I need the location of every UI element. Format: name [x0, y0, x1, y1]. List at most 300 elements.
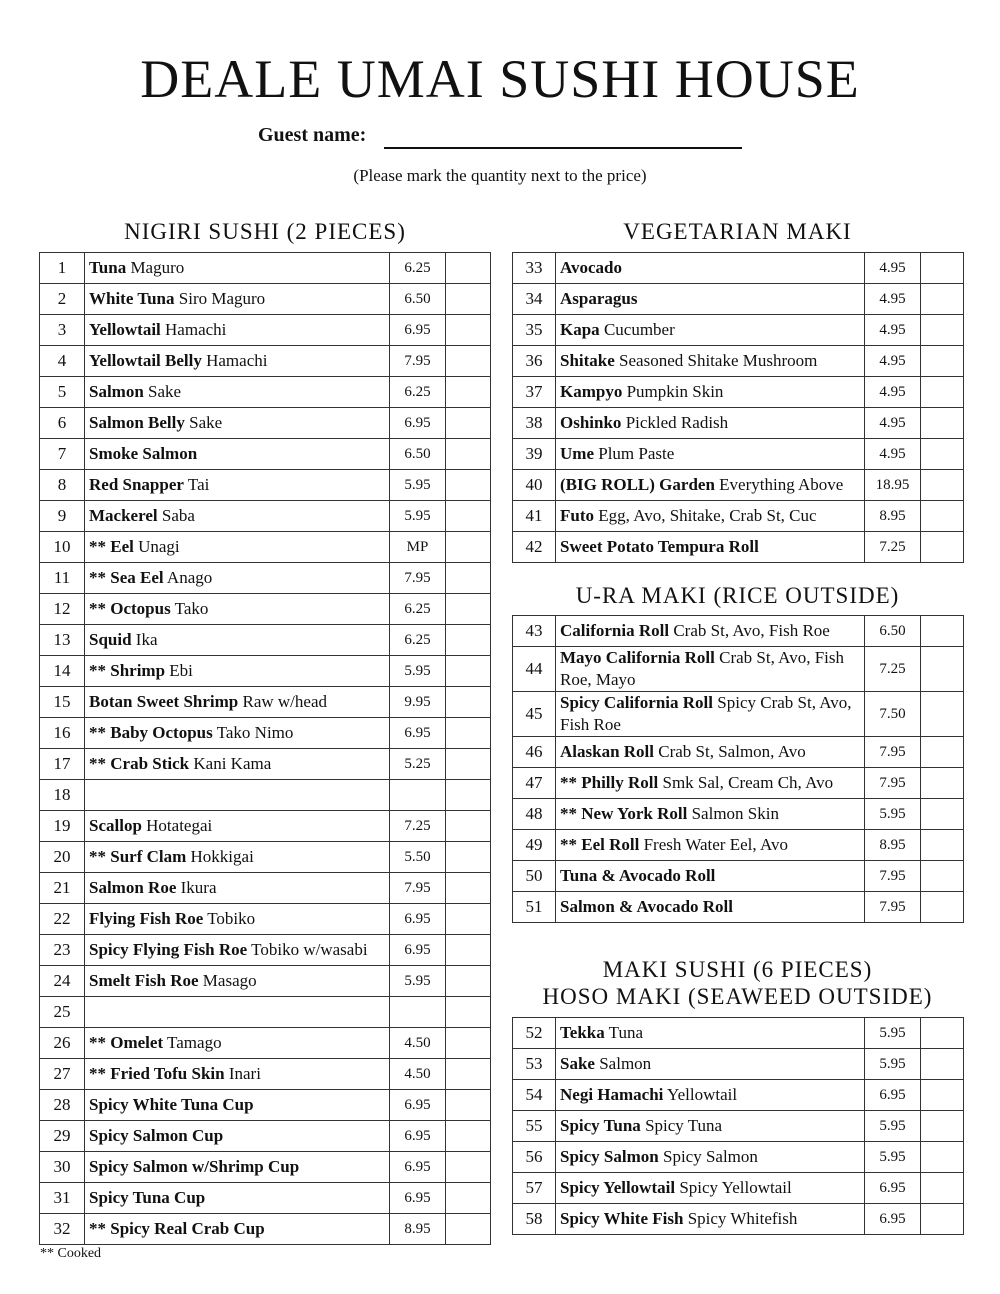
menu-row — [40, 253, 491, 284]
quantity-box[interactable] — [446, 811, 491, 842]
item-name-bold: ** Eel — [89, 537, 134, 556]
item-name-detail: Salmon Skin — [687, 804, 779, 823]
menu-row — [513, 1142, 964, 1173]
item-name — [85, 935, 390, 966]
menu-row — [513, 616, 964, 647]
item-name — [85, 563, 390, 594]
item-price: 7.25 — [865, 647, 921, 692]
item-number: 37 — [513, 377, 556, 408]
item-number: 5 — [40, 377, 85, 408]
quantity-box[interactable] — [446, 1214, 491, 1245]
menu-row — [513, 830, 964, 861]
item-name-bold: Avocado — [560, 258, 623, 277]
item-price: 6.50 — [865, 616, 921, 647]
page-title: DEALE UMAI SUSHI HOUSE — [140, 49, 860, 109]
quantity-box[interactable] — [921, 439, 964, 470]
menu-row — [40, 470, 491, 501]
item-name-detail: Sake — [143, 382, 182, 401]
quantity-box[interactable] — [446, 470, 491, 501]
item-name-detail: Inari — [224, 1064, 261, 1083]
maki-heading-line1: MAKI SUSHI (6 PIECES) — [602, 957, 873, 982]
menu-row — [40, 935, 491, 966]
maki-heading-line2: HOSO MAKI (SEAWEED OUTSIDE) — [542, 984, 933, 1009]
quantity-box[interactable] — [921, 768, 964, 799]
menu-row — [40, 656, 491, 687]
menu-row — [513, 1111, 964, 1142]
item-number: 44 — [513, 647, 556, 692]
item-name — [85, 253, 390, 284]
menu-row — [40, 532, 491, 563]
item-price: 7.50 — [865, 692, 921, 737]
quantity-box[interactable] — [446, 1183, 491, 1214]
item-name — [556, 253, 865, 284]
item-name-bold: Salmon Roe — [89, 878, 177, 897]
item-name-detail: Saba — [157, 506, 195, 525]
quantity-box[interactable] — [446, 687, 491, 718]
item-name-bold: ** New York Roll — [560, 804, 688, 823]
item-name — [556, 1142, 865, 1173]
quantity-box[interactable] — [921, 1204, 964, 1235]
item-name-detail: Tako — [170, 599, 209, 618]
item-number: 6 — [40, 408, 85, 439]
item-name — [556, 470, 865, 501]
quantity-box[interactable] — [446, 439, 491, 470]
quantity-box[interactable] — [921, 501, 964, 532]
item-name-detail: Hotategai — [141, 816, 213, 835]
item-name-detail: Crab St, Avo, Fish Roe, Mayo — [560, 648, 844, 689]
cooked-footnote: ** Cooked — [40, 1246, 102, 1261]
quantity-box[interactable] — [446, 408, 491, 439]
item-number: 2 — [40, 284, 85, 315]
item-number: 1 — [40, 253, 85, 284]
quantity-box[interactable] — [921, 1018, 964, 1049]
ura-heading: U-RA MAKI (RICE OUTSIDE) — [575, 583, 900, 608]
item-name — [556, 616, 865, 647]
item-number: 42 — [513, 532, 556, 563]
quantity-box[interactable] — [446, 656, 491, 687]
menu-row — [40, 1059, 491, 1090]
item-name-detail: Hamachi — [160, 320, 227, 339]
item-price: 4.95 — [865, 377, 921, 408]
item-price: 6.95 — [390, 1121, 446, 1152]
item-name-bold: Kapa — [560, 320, 600, 339]
item-name-detail: Crab St, Salmon, Avo — [654, 742, 806, 761]
item-number: 17 — [40, 749, 85, 780]
quantity-box[interactable] — [446, 904, 491, 935]
item-name-detail: Sake — [184, 413, 223, 432]
item-name-detail: Egg, Avo, Shitake, Crab St, Cuc — [594, 506, 817, 525]
quantity-box[interactable] — [921, 1080, 964, 1111]
item-number: 51 — [513, 892, 556, 923]
menu-row — [513, 253, 964, 284]
item-name — [85, 315, 390, 346]
item-name-bold: Shitake — [560, 351, 615, 370]
item-number: 38 — [513, 408, 556, 439]
item-name-detail: Siro Maguro — [174, 289, 266, 308]
item-name-bold: ** Spicy Real Crab Cup — [89, 1219, 265, 1238]
instruction-text: (Please mark the quantity next to the price) — [353, 166, 647, 185]
item-number: 19 — [40, 811, 85, 842]
item-name-bold: Spicy Tuna Cup — [89, 1188, 206, 1207]
menu-row — [40, 625, 491, 656]
quantity-box[interactable] — [446, 1152, 491, 1183]
item-name-detail: Pumpkin Skin — [622, 382, 724, 401]
item-number: 27 — [40, 1059, 85, 1090]
item-number: 55 — [513, 1111, 556, 1142]
quantity-box[interactable] — [921, 737, 964, 768]
item-name-detail: Masago — [198, 971, 257, 990]
vegetarian-table — [512, 252, 964, 563]
quantity-box[interactable] — [446, 377, 491, 408]
quantity-box[interactable] — [921, 315, 964, 346]
item-name — [556, 799, 865, 830]
item-price: 6.95 — [390, 718, 446, 749]
item-name-bold: Botan Sweet Shrimp — [89, 692, 239, 711]
menu-row — [40, 749, 491, 780]
item-price: 6.95 — [390, 408, 446, 439]
item-name — [85, 656, 390, 687]
ura-table — [512, 615, 964, 923]
item-number: 13 — [40, 625, 85, 656]
quantity-box[interactable] — [921, 799, 964, 830]
menu-row — [40, 1121, 491, 1152]
item-name-detail: Spicy Tuna — [640, 1116, 723, 1135]
item-name-bold: Spicy Yellowtail — [560, 1178, 676, 1197]
quantity-box[interactable] — [446, 966, 491, 997]
item-price: 5.95 — [390, 656, 446, 687]
item-number: 12 — [40, 594, 85, 625]
item-name-detail: Crab St, Avo, Fish Roe — [669, 621, 830, 640]
maki-table — [512, 1017, 964, 1235]
item-price: 4.50 — [390, 1028, 446, 1059]
item-name — [85, 346, 390, 377]
item-name-bold: California Roll — [560, 621, 670, 640]
item-number: 10 — [40, 532, 85, 563]
quantity-box[interactable] — [921, 346, 964, 377]
menu-row — [40, 842, 491, 873]
item-number: 7 — [40, 439, 85, 470]
quantity-box[interactable] — [921, 830, 964, 861]
item-price: 18.95 — [865, 470, 921, 501]
item-price: 6.25 — [390, 253, 446, 284]
item-name-bold: Sweet Potato Tempura Roll — [560, 537, 759, 556]
quantity-box[interactable] — [921, 377, 964, 408]
item-name-detail: Smk Sal, Cream Ch, Avo — [658, 773, 834, 792]
item-price — [390, 997, 446, 1028]
quantity-box[interactable] — [921, 1173, 964, 1204]
item-price: 5.95 — [865, 1049, 921, 1080]
item-name-detail: Tai — [183, 475, 210, 494]
quantity-box[interactable] — [921, 861, 964, 892]
quantity-box[interactable] — [921, 253, 964, 284]
menu-row — [40, 1214, 491, 1245]
menu-row — [513, 1018, 964, 1049]
menu-row — [513, 315, 964, 346]
item-name-bold: Red Snapper — [89, 475, 184, 494]
quantity-box[interactable] — [446, 253, 491, 284]
item-name — [556, 532, 865, 563]
item-name — [556, 284, 865, 315]
item-name-bold: Tekka — [560, 1023, 605, 1042]
menu-row — [40, 346, 491, 377]
item-name — [85, 408, 390, 439]
menu-row — [40, 563, 491, 594]
quantity-box[interactable] — [446, 780, 491, 811]
quantity-box[interactable] — [446, 501, 491, 532]
item-price: 6.25 — [390, 594, 446, 625]
quantity-box[interactable] — [921, 532, 964, 563]
item-price: 5.95 — [865, 1142, 921, 1173]
item-name — [556, 647, 865, 692]
menu-row — [513, 799, 964, 830]
item-number: 54 — [513, 1080, 556, 1111]
item-name-detail: Spicy Salmon — [658, 1147, 758, 1166]
menu-row — [40, 408, 491, 439]
item-number: 52 — [513, 1018, 556, 1049]
menu-row — [40, 687, 491, 718]
item-price: 4.95 — [865, 284, 921, 315]
item-name — [85, 532, 390, 563]
quantity-box[interactable] — [921, 647, 964, 692]
menu-row — [513, 408, 964, 439]
item-name — [85, 718, 390, 749]
item-name-detail: Hamachi — [201, 351, 268, 370]
menu-row — [40, 377, 491, 408]
item-name-bold: Ume — [560, 444, 594, 463]
item-number: 8 — [40, 470, 85, 501]
menu-row — [40, 811, 491, 842]
item-name-bold: ** Shrimp — [89, 661, 166, 680]
menu-row — [513, 861, 964, 892]
item-name-bold: Futo — [560, 506, 594, 525]
item-price: 6.95 — [390, 904, 446, 935]
item-name — [556, 501, 865, 532]
item-name-detail: Tobiko w/wasabi — [247, 940, 368, 959]
item-name — [85, 1214, 390, 1245]
item-name-bold: Salmon — [89, 382, 144, 401]
item-number: 16 — [40, 718, 85, 749]
quantity-box[interactable] — [446, 1121, 491, 1152]
quantity-box[interactable] — [921, 1049, 964, 1080]
quantity-box[interactable] — [921, 892, 964, 923]
item-price: 6.25 — [390, 377, 446, 408]
item-number: 50 — [513, 861, 556, 892]
item-name-bold: Spicy Tuna — [560, 1116, 641, 1135]
quantity-box[interactable] — [446, 594, 491, 625]
item-price: 6.95 — [865, 1080, 921, 1111]
item-price: 7.25 — [865, 532, 921, 563]
item-name — [85, 1090, 390, 1121]
menu-row — [513, 692, 964, 737]
item-price: 5.95 — [865, 1018, 921, 1049]
item-price: 4.95 — [865, 346, 921, 377]
item-name — [85, 780, 390, 811]
item-price: 7.95 — [865, 737, 921, 768]
item-name-bold: Scallop — [89, 816, 142, 835]
item-name-bold: ** Baby Octopus — [89, 723, 213, 742]
quantity-box[interactable] — [921, 616, 964, 647]
item-number: 34 — [513, 284, 556, 315]
menu-row — [40, 284, 491, 315]
item-price: 9.95 — [390, 687, 446, 718]
item-name — [556, 439, 865, 470]
vegetarian-heading: VEGETARIAN MAKI — [623, 219, 852, 244]
quantity-box[interactable] — [921, 470, 964, 501]
item-name — [85, 687, 390, 718]
item-price: 5.95 — [390, 470, 446, 501]
item-number: 35 — [513, 315, 556, 346]
item-price: 6.50 — [390, 439, 446, 470]
item-price: MP — [390, 532, 446, 563]
quantity-box[interactable] — [446, 1028, 491, 1059]
quantity-box[interactable] — [446, 935, 491, 966]
item-name-bold: Spicy California Roll — [560, 693, 714, 712]
item-name-detail: Ebi — [165, 661, 193, 680]
menu-row — [40, 904, 491, 935]
item-name — [85, 1152, 390, 1183]
quantity-box[interactable] — [446, 873, 491, 904]
item-price: 8.95 — [865, 501, 921, 532]
item-name — [85, 501, 390, 532]
quantity-box[interactable] — [921, 692, 964, 737]
quantity-box[interactable] — [921, 284, 964, 315]
item-name-detail: Tuna — [604, 1023, 644, 1042]
menu-row — [513, 284, 964, 315]
item-name-detail: Maguro — [126, 258, 185, 277]
quantity-box[interactable] — [446, 842, 491, 873]
quantity-box[interactable] — [446, 1090, 491, 1121]
item-name-bold: ** Crab Stick — [89, 754, 190, 773]
item-name-bold: ** Eel Roll — [560, 835, 640, 854]
item-name — [556, 737, 865, 768]
item-name-bold: Mackerel — [89, 506, 158, 525]
item-price: 4.95 — [865, 439, 921, 470]
item-number: 23 — [40, 935, 85, 966]
quantity-box[interactable] — [446, 563, 491, 594]
item-number: 24 — [40, 966, 85, 997]
item-name-bold: Salmon & Avocado Roll — [560, 897, 734, 916]
item-name-bold: Flying Fish Roe — [89, 909, 204, 928]
item-price: 6.95 — [390, 935, 446, 966]
item-number: 56 — [513, 1142, 556, 1173]
quantity-box[interactable] — [446, 284, 491, 315]
item-name-bold: Smelt Fish Roe — [89, 971, 199, 990]
item-name — [556, 861, 865, 892]
item-name-detail: Kani Kama — [189, 754, 272, 773]
quantity-box[interactable] — [446, 346, 491, 377]
item-name — [85, 439, 390, 470]
item-number: 20 — [40, 842, 85, 873]
item-price: 8.95 — [865, 830, 921, 861]
item-name — [556, 315, 865, 346]
item-number: 30 — [40, 1152, 85, 1183]
guest-name-field[interactable] — [384, 147, 742, 149]
item-number: 39 — [513, 439, 556, 470]
quantity-box[interactable] — [921, 1142, 964, 1173]
item-number: 53 — [513, 1049, 556, 1080]
item-name-detail: Pickled Radish — [621, 413, 729, 432]
item-name — [85, 749, 390, 780]
item-name-detail: Tako Nimo — [212, 723, 294, 742]
menu-row — [513, 470, 964, 501]
item-number: 14 — [40, 656, 85, 687]
item-number: 48 — [513, 799, 556, 830]
item-price: 7.95 — [390, 346, 446, 377]
item-price: 4.95 — [865, 408, 921, 439]
item-name-bold: Spicy White Tuna Cup — [89, 1095, 254, 1114]
item-number: 29 — [40, 1121, 85, 1152]
quantity-box[interactable] — [446, 625, 491, 656]
item-name-detail: Cucumber — [599, 320, 675, 339]
menu-row — [40, 1183, 491, 1214]
menu-row — [513, 346, 964, 377]
item-name-detail: Fresh Water Eel, Avo — [639, 835, 788, 854]
item-name — [85, 1121, 390, 1152]
quantity-box[interactable] — [446, 718, 491, 749]
item-number: 41 — [513, 501, 556, 532]
item-name-bold: Alaskan Roll — [560, 742, 654, 761]
item-name-bold: Spicy Salmon w/Shrimp Cup — [89, 1157, 300, 1176]
quantity-box[interactable] — [446, 749, 491, 780]
quantity-box[interactable] — [446, 315, 491, 346]
item-name — [556, 1204, 865, 1235]
menu-row — [513, 439, 964, 470]
quantity-box[interactable] — [921, 408, 964, 439]
item-name — [556, 830, 865, 861]
menu-row — [513, 768, 964, 799]
item-number: 40 — [513, 470, 556, 501]
item-name-bold: ** Omelet — [89, 1033, 164, 1052]
quantity-box[interactable] — [446, 532, 491, 563]
item-name-detail: Tobiko — [203, 909, 256, 928]
item-name-bold: Tuna & Avocado Roll — [560, 866, 716, 885]
item-price: 5.25 — [390, 749, 446, 780]
item-price: 6.95 — [865, 1204, 921, 1235]
item-name — [85, 842, 390, 873]
item-name-bold: Spicy Salmon — [560, 1147, 659, 1166]
item-price: 6.95 — [390, 1152, 446, 1183]
item-price: 4.95 — [865, 315, 921, 346]
item-number: 15 — [40, 687, 85, 718]
item-price: 6.95 — [390, 1090, 446, 1121]
menu-row — [40, 439, 491, 470]
item-name — [85, 966, 390, 997]
item-name — [85, 1059, 390, 1090]
item-price: 7.95 — [390, 873, 446, 904]
item-name — [85, 1028, 390, 1059]
item-name-bold: Negi Hamachi — [560, 1085, 664, 1104]
quantity-box[interactable] — [446, 1059, 491, 1090]
item-number: 47 — [513, 768, 556, 799]
item-number: 22 — [40, 904, 85, 935]
item-price: 7.95 — [865, 768, 921, 799]
item-name-bold: Oshinko — [560, 413, 622, 432]
quantity-box[interactable] — [446, 997, 491, 1028]
item-price: 6.95 — [390, 315, 446, 346]
item-name-detail: Raw w/head — [238, 692, 327, 711]
item-name-bold: Squid — [89, 630, 132, 649]
item-name — [556, 1049, 865, 1080]
item-name — [556, 377, 865, 408]
menu-row — [40, 718, 491, 749]
item-price: 7.95 — [865, 892, 921, 923]
menu-row — [513, 647, 964, 692]
quantity-box[interactable] — [921, 1111, 964, 1142]
item-price: 5.95 — [390, 966, 446, 997]
item-name-bold: Spicy Salmon Cup — [89, 1126, 224, 1145]
item-name-bold: Tuna — [89, 258, 127, 277]
item-price: 7.25 — [390, 811, 446, 842]
